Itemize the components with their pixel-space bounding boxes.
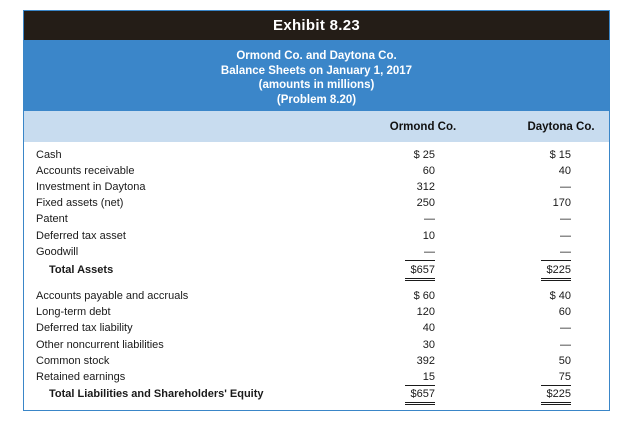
table-row-fixed-assets: [24, 195, 609, 211]
table-row-deferred-tax-liability: [24, 320, 609, 336]
subtitle-line-1: Ormond Co. and Daytona Co.: [236, 50, 397, 62]
ormond-value: 392: [416, 355, 435, 367]
row-label: Patent: [36, 213, 68, 225]
daytona-value: $225: [541, 386, 571, 405]
subtitle-line-2: Balance Sheets on January 1, 2017: [220, 64, 413, 77]
column-header-ormond: Ormond Co.: [389, 121, 457, 133]
table-row-accounts-receivable: [24, 163, 609, 179]
daytona-value: —: [560, 181, 571, 193]
row-label: Deferred tax liability: [36, 322, 133, 334]
daytona-value: 60: [558, 306, 571, 318]
exhibit-title: Exhibit 8.23: [24, 11, 609, 40]
daytona-value: —: [541, 244, 571, 261]
ormond-value: —: [405, 244, 435, 261]
column-header-daytona: Daytona Co.: [527, 121, 595, 133]
row-label: Total Assets: [49, 264, 114, 276]
daytona-value: —: [560, 213, 571, 225]
row-label: Total Liabilities and Shareholders' Equity: [49, 388, 264, 400]
row-label: Common stock: [36, 355, 110, 367]
row-label: Accounts receivable: [36, 165, 135, 177]
row-label: Retained earnings: [36, 371, 126, 383]
daytona-value: $225: [541, 262, 571, 281]
row-label: Long-term debt: [36, 306, 111, 318]
table-row-total-assets: [24, 262, 609, 278]
daytona-value: $ 15: [549, 149, 571, 161]
ormond-value: 120: [416, 306, 435, 318]
ormond-value: 30: [422, 339, 435, 351]
row-label: Accounts payable and accruals: [36, 290, 189, 302]
ormond-value: 60: [422, 165, 435, 177]
ormond-value: 312: [416, 181, 435, 193]
daytona-value: —: [560, 339, 571, 351]
row-label: Deferred tax asset: [36, 230, 126, 242]
daytona-value: 170: [552, 197, 571, 209]
daytona-value: 40: [558, 165, 571, 177]
ormond-value: 10: [422, 230, 435, 242]
table-row-cash: [24, 147, 609, 163]
table-subtitle: [24, 40, 609, 111]
daytona-value: 75: [541, 369, 571, 386]
row-label: Investment in Daytona: [36, 181, 146, 193]
table-row-other-noncurrent: [24, 337, 609, 353]
daytona-value: —: [560, 322, 571, 334]
table-row-goodwill: [24, 244, 609, 260]
column-header-row: [24, 111, 609, 142]
table-row-retained-earnings: [24, 369, 609, 385]
ormond-value: $ 60: [413, 290, 435, 302]
exhibit-table: [23, 10, 610, 411]
table-row-common-stock: [24, 353, 609, 369]
daytona-value: —: [560, 230, 571, 242]
table-row-patent: [24, 211, 609, 227]
ormond-value: $ 25: [413, 149, 435, 161]
row-label: Cash: [36, 149, 62, 161]
ormond-value: $657: [405, 386, 435, 405]
subtitle-line-3: (amounts in millions): [258, 79, 375, 91]
table-row-long-term-debt: [24, 304, 609, 320]
subtitle-line-4: (Problem 8.20): [276, 93, 357, 106]
row-label: Other noncurrent liabilities: [36, 339, 164, 351]
row-label: Goodwill: [36, 246, 79, 258]
table-row-accounts-payable: [24, 288, 609, 304]
ormond-value: 15: [405, 369, 435, 386]
ormond-value: —: [424, 213, 435, 225]
daytona-value: 50: [558, 355, 571, 367]
daytona-value: $ 40: [549, 290, 571, 302]
ormond-value: 40: [422, 322, 435, 334]
table-row-investment: [24, 179, 609, 195]
row-label: Fixed assets (net): [36, 197, 124, 209]
ormond-value: $657: [405, 262, 435, 281]
table-row-total-liabilities-equity: [24, 386, 609, 402]
ormond-value: 250: [416, 197, 435, 209]
table-row-deferred-tax-asset: [24, 228, 609, 244]
